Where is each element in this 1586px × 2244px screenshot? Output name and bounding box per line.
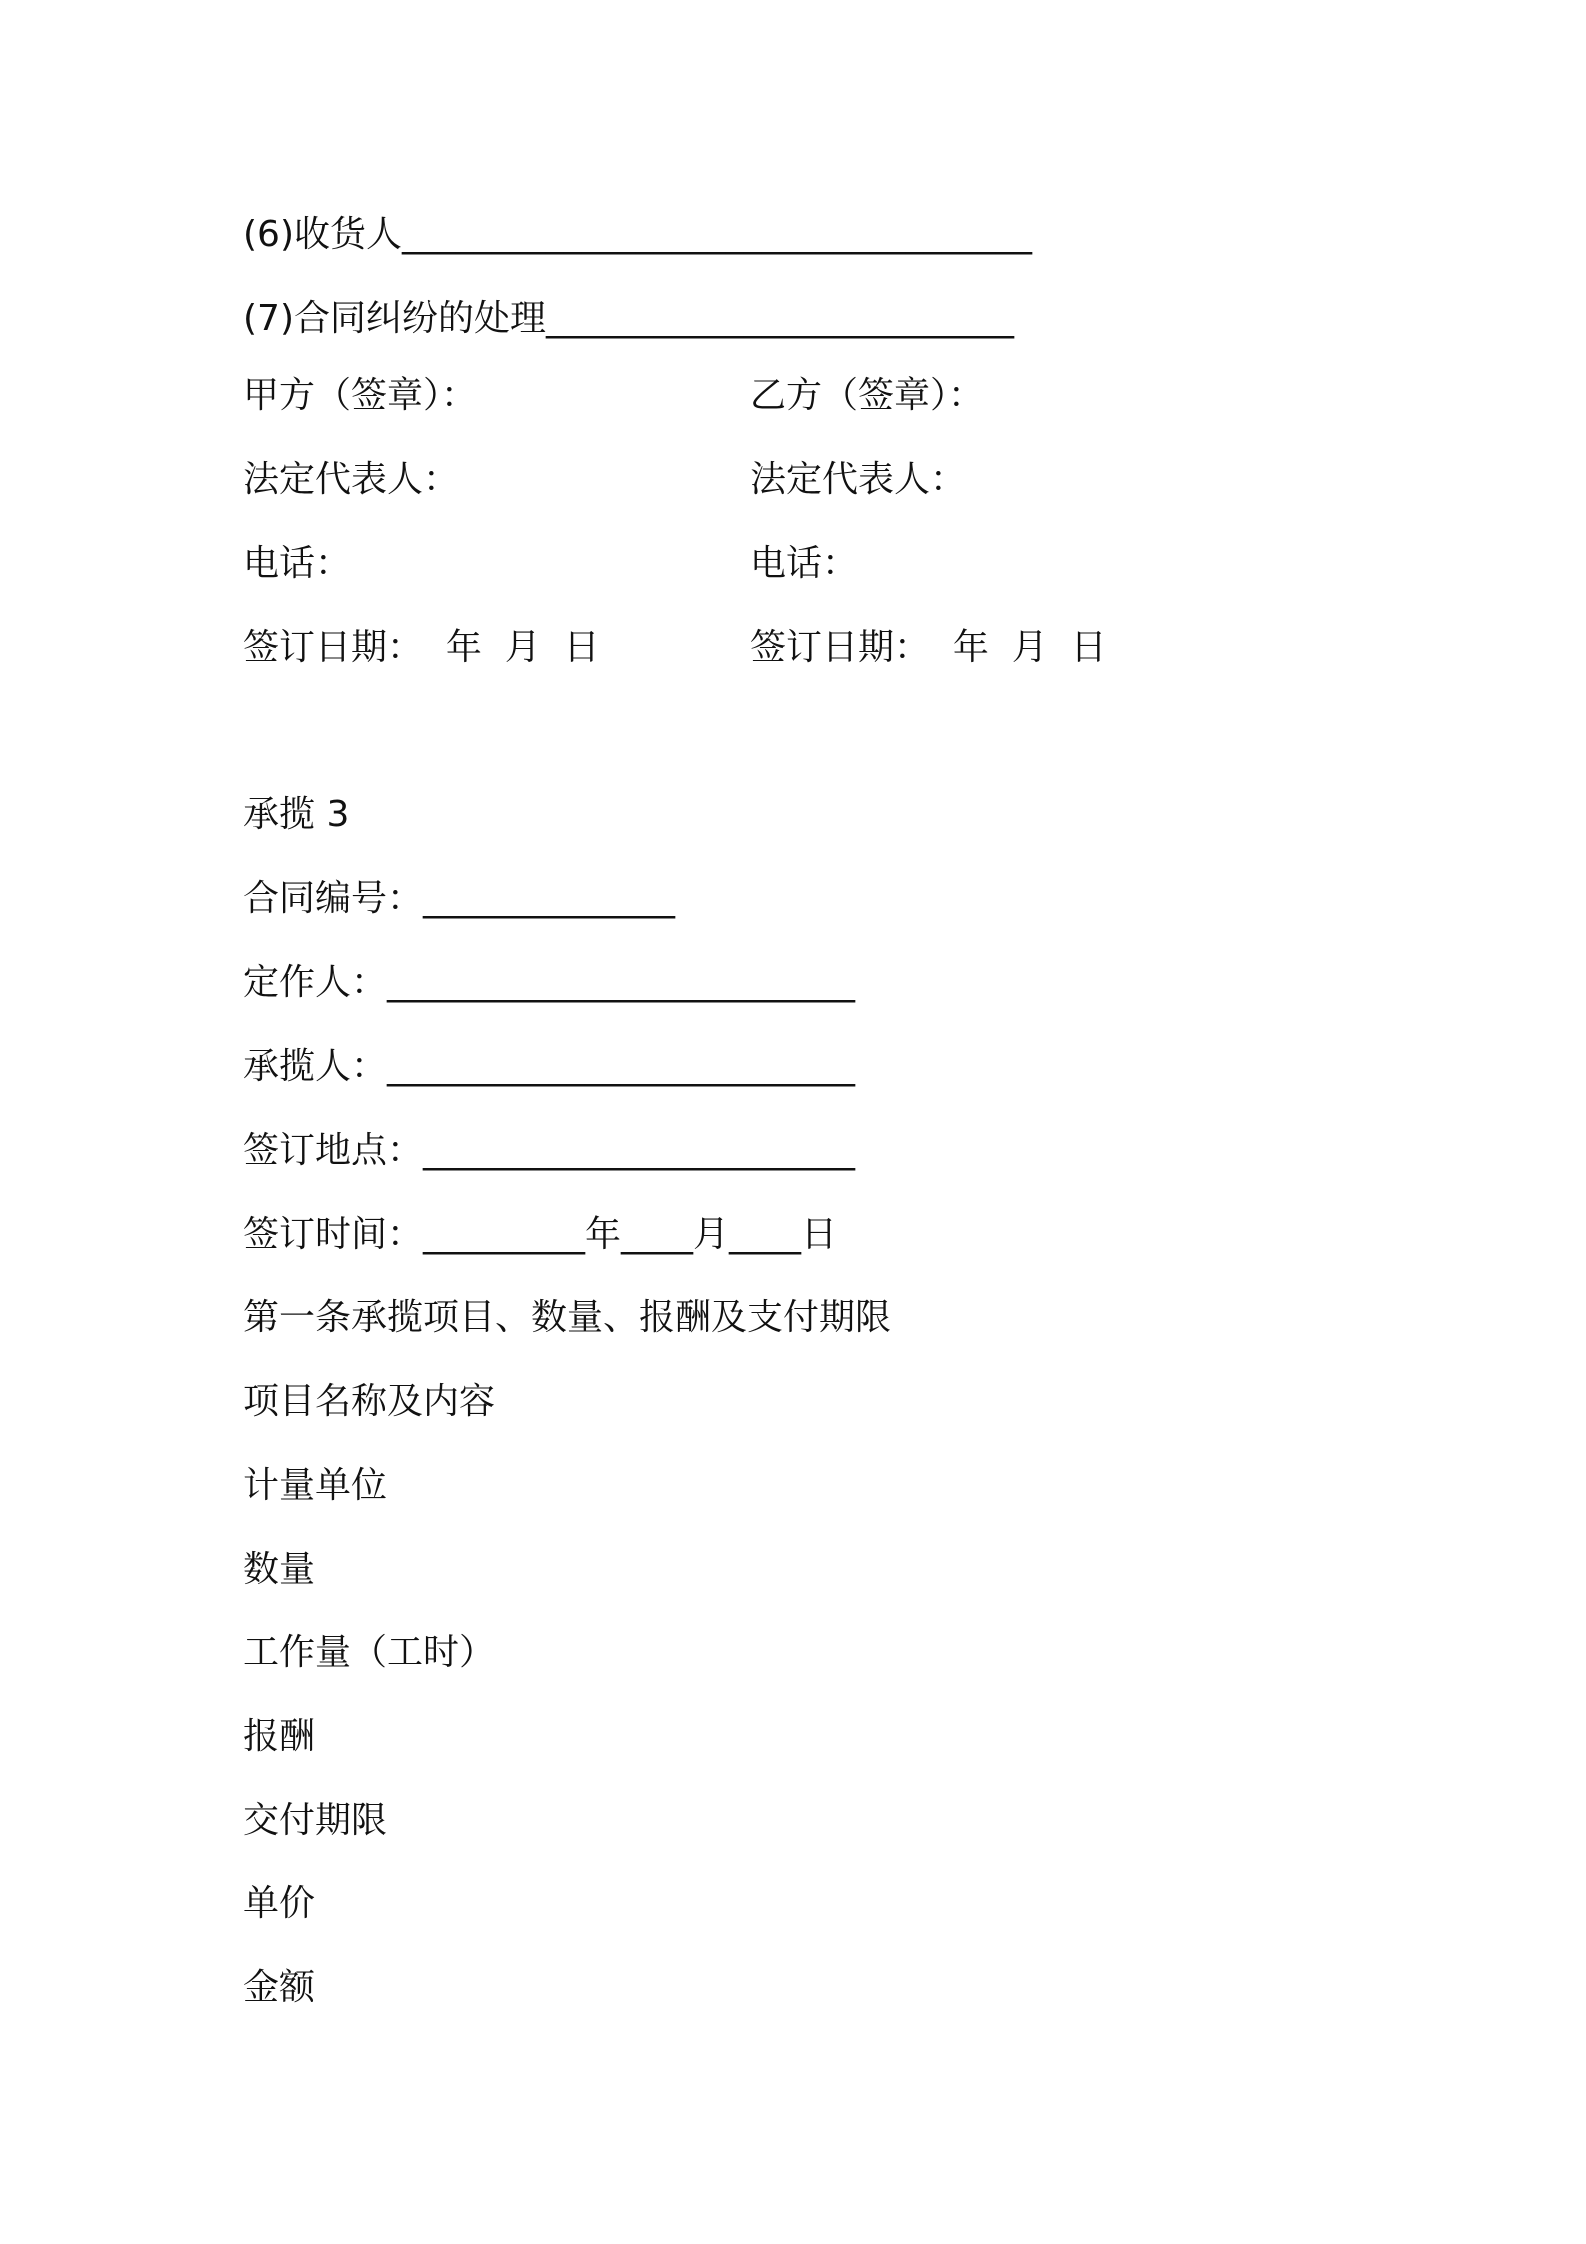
consignee-line: (6)收货人___________________________________	[243, 214, 1032, 255]
dispute-resolution-line: (7)合同纠纷的处理__________________________	[243, 298, 1014, 339]
list-item: 金额	[243, 1967, 316, 2008]
contract-number-line: 合同编号：______________	[243, 878, 676, 919]
party-b-phone: 电话：	[750, 543, 859, 584]
list-item: 交付期限	[243, 1800, 388, 1841]
party-a-representative: 法定代表人：	[243, 459, 460, 500]
article-1-heading: 第一条承揽项目、数量、报酬及支付期限	[243, 1297, 892, 1338]
list-item: 单价	[243, 1883, 316, 1924]
party-b-representative: 法定代表人：	[750, 459, 967, 500]
list-item: 项目名称及内容	[243, 1381, 496, 1422]
list-item: 报酬	[243, 1716, 316, 1757]
party-a-phone: 电话：	[243, 543, 352, 584]
party-b-seal: 乙方（签章）：	[750, 375, 985, 416]
list-item: 工作量（工时）	[243, 1632, 496, 1673]
orderer-line: 定作人：__________________________	[243, 962, 856, 1003]
party-a-seal: 甲方（签章）：	[243, 375, 478, 416]
party-b-sign-date: 签订日期： 年 月 日	[750, 627, 1107, 668]
list-item: 计量单位	[243, 1465, 388, 1506]
contractor-line: 承揽人：__________________________	[243, 1046, 856, 1087]
list-item: 数量	[243, 1549, 316, 1590]
signing-place-line: 签订地点：________________________	[243, 1130, 856, 1171]
party-a-sign-date: 签订日期： 年 月 日	[243, 627, 600, 668]
section-heading: 承揽 3	[243, 794, 350, 835]
signing-time-line: 签订时间：_________年____月____日	[243, 1214, 838, 1255]
